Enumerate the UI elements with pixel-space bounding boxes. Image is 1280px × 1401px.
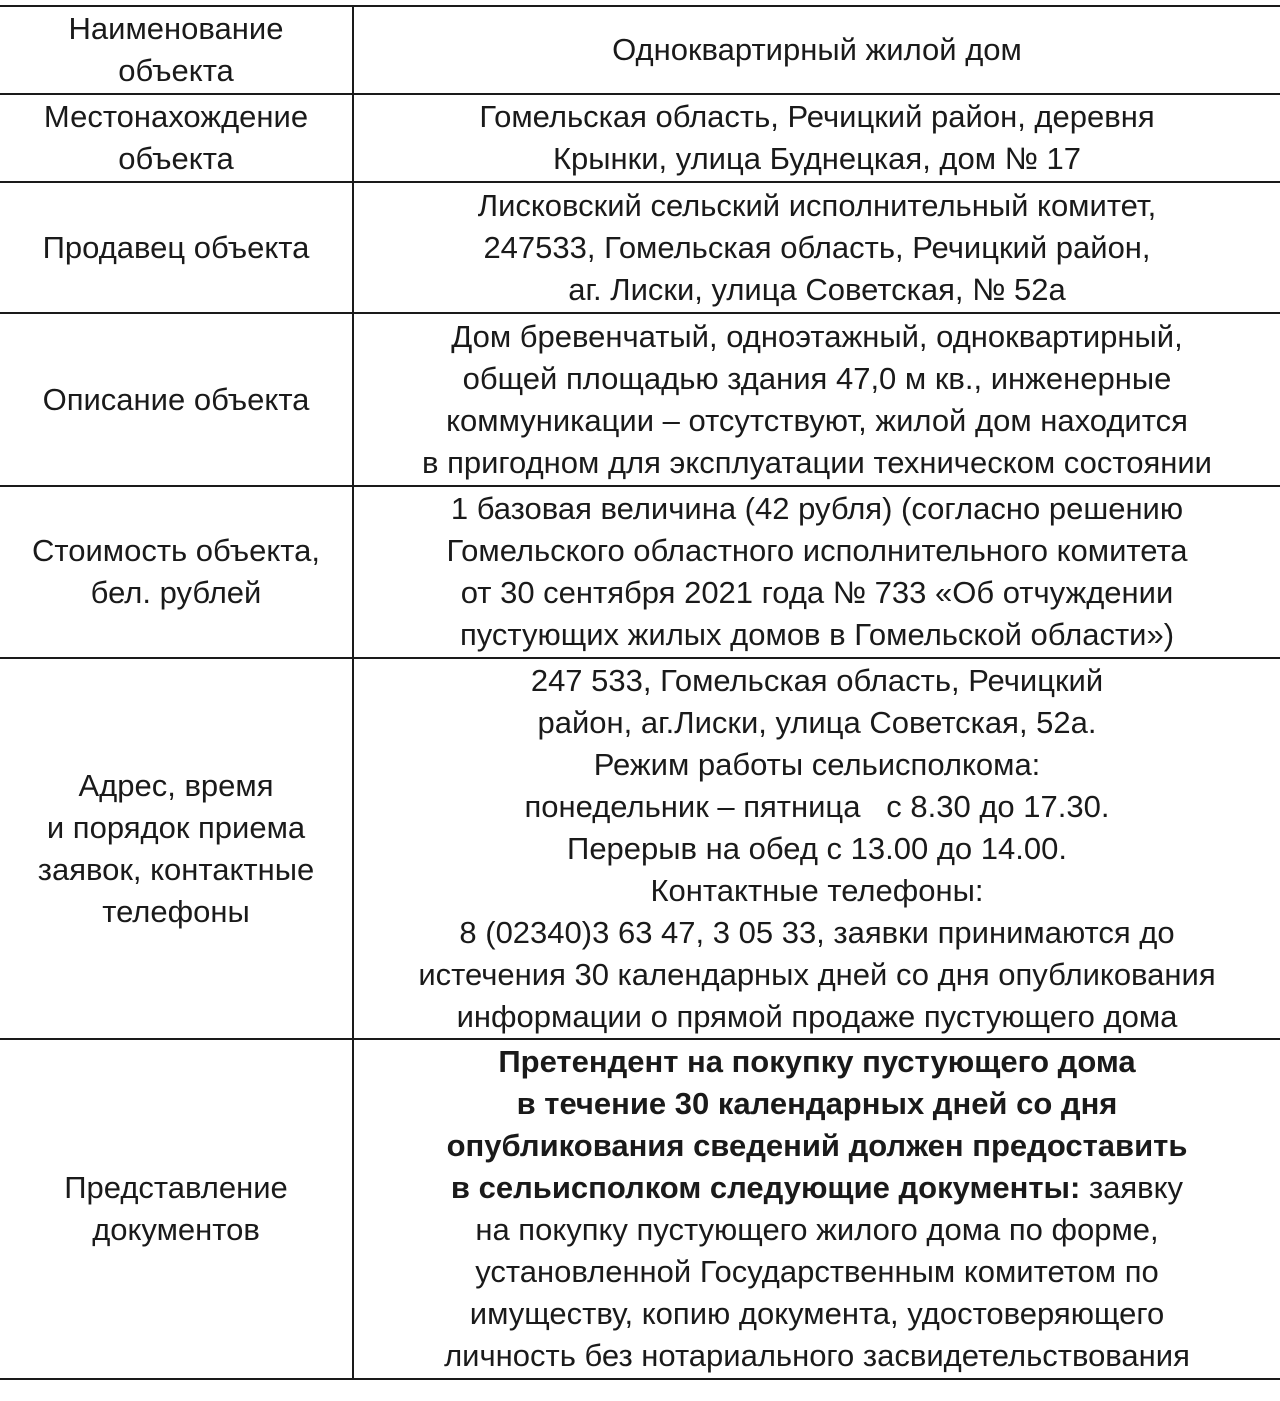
value-line: аг. Лиски, улица Советская, № 52а — [568, 271, 1066, 307]
value-line-mixed — [354, 1167, 1280, 1209]
value-line-bold: опубликования сведений должен предоставить — [446, 1128, 1188, 1163]
value-line: от 30 сентября 2021 года № 733 «Об отчуждении — [460, 575, 1174, 610]
table-row — [0, 658, 1280, 1039]
value-line: Одноквартирный жилой дом — [612, 32, 1022, 67]
value-line: в пригодном для эксплуатации техническом состоянии — [421, 444, 1212, 480]
value-line: Перерыв на обед с 13.00 до 14.00. — [567, 830, 1067, 866]
value-line: Лисковский сельский исполнительный комитет, — [477, 187, 1157, 223]
object-seller-value — [353, 182, 1280, 313]
label-line: бел. рублей — [90, 575, 262, 610]
object-location-label — [0, 94, 353, 182]
value-line: Дом бревенчатый, одноэтажный, одноквартирный, — [451, 318, 1183, 354]
value-line: Гомельская область, Речицкий район, деревня — [479, 99, 1155, 134]
label-line: объекта — [118, 141, 234, 176]
value-line: Контактные телефоны: — [650, 872, 984, 908]
object-name-value — [353, 6, 1280, 94]
value-line: истечения 30 календарных дней со дня опубликования — [418, 956, 1216, 992]
value-line: 247 533, Гомельская область, Речицкий — [530, 662, 1104, 698]
label-line: Местонахождение — [43, 99, 309, 134]
value-line: Гомельского областного исполнительного комитета — [446, 533, 1188, 568]
table-row — [0, 6, 1280, 94]
table-row — [0, 313, 1280, 486]
value-bold-fragment: в сельисполком следующие документы: — [450, 1170, 1081, 1205]
label-line: Представление — [64, 1170, 288, 1205]
object-location-value — [353, 94, 1280, 182]
documents-label — [0, 1039, 353, 1379]
value-line: установленной Государственным комитетом по — [475, 1254, 1159, 1289]
value-line: имуществу, копию документа, удостоверяющего — [469, 1296, 1165, 1331]
label-line: Описание объекта — [42, 381, 310, 417]
object-description-value — [353, 313, 1280, 486]
value-line: район, аг.Лиски, улица Советская, 52а. — [537, 704, 1097, 740]
value-line: Крынки, улица Буднецкая, дом № 17 — [552, 141, 1082, 176]
label-line: Стоимость объекта, — [31, 533, 320, 568]
value-line-bold: в течение 30 календарных дней со дня — [516, 1086, 1118, 1121]
object-name-label — [0, 6, 353, 94]
value-line: пустующих жилых домов в Гомельской области») — [459, 617, 1175, 652]
object-description-label — [0, 313, 353, 486]
value-line-bold: Претендент на покупку пустующего дома — [498, 1044, 1136, 1079]
value-line: Режим работы сельисполкома: — [593, 746, 1041, 782]
label-line: телефоны — [102, 893, 250, 929]
value-line: личность без нотариального засвидетельствования — [444, 1338, 1190, 1373]
value-tail-fragment: заявку — [1080, 1170, 1184, 1205]
object-price-value — [353, 486, 1280, 658]
address-hours-contacts-label — [0, 658, 353, 1039]
table-row — [0, 94, 1280, 182]
table-row — [0, 486, 1280, 658]
value-line: общей площадью здания 47,0 м кв., инженерные — [462, 360, 1172, 396]
label-line: и порядок приема — [46, 809, 306, 845]
label-line: Наименование — [68, 11, 284, 46]
label-line: Продавец объекта — [42, 229, 310, 265]
object-seller-label — [0, 182, 353, 313]
value-line: 247533, Гомельская область, Речицкий район, — [483, 229, 1151, 265]
label-line: Адрес, время — [78, 767, 274, 803]
value-line: 8 (02340)3 63 47, 3 05 33, заявки принимаются до — [459, 914, 1175, 950]
object-price-label — [0, 486, 353, 658]
table-row — [0, 1039, 1280, 1379]
notice-table — [0, 5, 1280, 1380]
value-line: на покупку пустующего жилого дома по форме, — [475, 1212, 1159, 1247]
label-line: заявок, контактные — [37, 851, 315, 887]
value-line: коммуникации – отсутствуют, жилой дом находится — [446, 402, 1188, 438]
address-hours-contacts-value — [353, 658, 1280, 1039]
documents-value — [353, 1039, 1280, 1379]
value-line: понедельник – пятница с 8.30 до 17.30. — [524, 788, 1110, 824]
value-line: информации о прямой продаже пустующего дома — [456, 998, 1178, 1034]
label-line: объекта — [118, 53, 234, 88]
table-row — [0, 182, 1280, 313]
value-line: 1 базовая величина (42 рубля) (согласно решению — [450, 491, 1184, 526]
label-line: документов — [92, 1212, 260, 1247]
